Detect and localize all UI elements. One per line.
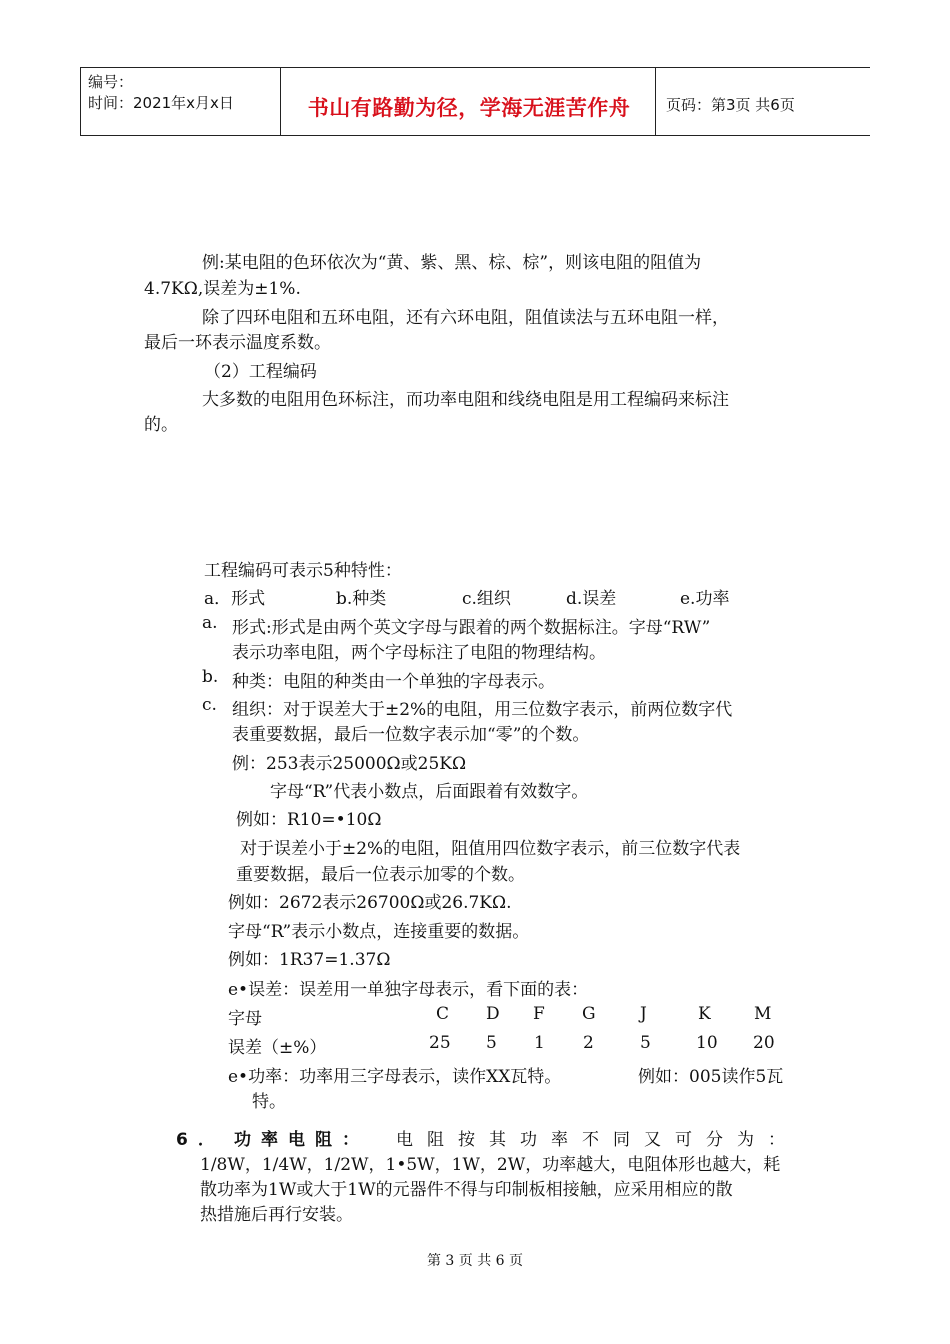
item-a-label: a.	[202, 613, 218, 633]
p1-line2: 4.7KΩ,误差为±1%.	[144, 279, 301, 299]
p1-line1: 例:某电阻的色环依次为“黄、紫、黑、棕、棕”，则该电阻的阻值为	[202, 253, 702, 273]
table-row2-label: 误差（±%）	[228, 1038, 327, 1058]
e-power-line2: 特。	[252, 1092, 286, 1112]
table-letter-k: K	[698, 1004, 711, 1024]
prop-a: a．形式	[204, 589, 266, 609]
item-c-line1: 组织：对于误差大于±2%的电阻，用三位数字表示，前两位数字代	[232, 700, 733, 720]
table-letter-m: M	[754, 1004, 772, 1024]
item-b-label: b.	[202, 667, 219, 687]
header-number-label: 编号：	[88, 73, 134, 91]
table-value-c: 25	[429, 1033, 451, 1053]
section6-number: 6．	[176, 1130, 225, 1150]
example-r10: 例如：R10=•10Ω	[236, 810, 382, 830]
section6-line4: 热措施后再行安装。	[200, 1205, 353, 1225]
section6-line1: 电阻按其功率不同又可分为：	[396, 1130, 799, 1150]
e-power-line1: e•功率：功率用三字母表示，读作XX瓦特。	[228, 1067, 562, 1087]
five-characteristics: 工程编码可表示5种特性：	[204, 561, 402, 581]
p3-line2: 的。	[144, 415, 178, 435]
header-left	[88, 72, 234, 114]
header-page-info: 页码：第3页 共6页	[666, 96, 795, 114]
p2-line1: 除了四环电阻和五环电阻，还有六环电阻，阻值读法与五环电阻一样，	[202, 308, 729, 328]
prop-d: d.误差	[566, 589, 617, 609]
e-power-example: 例如：005读作5瓦	[638, 1067, 784, 1087]
item-c-line2: 表重要数据，最后一位数字表示加“零”的个数。	[232, 725, 590, 745]
prop-b: b.种类	[336, 589, 387, 609]
table-letter-d: D	[486, 1004, 500, 1024]
table-row1-label: 字母	[228, 1009, 262, 1029]
section6-title: 功率电阻：	[234, 1130, 369, 1150]
example-253: 例：253表示25000Ω或25KΩ	[232, 754, 467, 774]
table-letter-g: G	[582, 1004, 596, 1024]
less-line2: 重要数据，最后一位表示加零的个数。	[236, 865, 525, 885]
p3-line1: 大多数的电阻用色环标注，而功率电阻和线绕电阻是用工程编码来标注	[202, 390, 729, 410]
item-a-line1: 形式:形式是由两个英文字母与跟着的两个数据标注。字母“RW”	[232, 618, 711, 638]
e-error-intro: e•误差：误差用一单独字母表示，看下面的表：	[228, 980, 589, 1000]
prop-e: e.功率	[680, 589, 730, 609]
table-letter-f: F	[533, 1004, 545, 1024]
section6-line2: 1/8W，1/4W，1/2W，1•5W，1W，2W，功率越大，电阻体形也越大，耗	[200, 1155, 781, 1175]
example-2672: 例如：2672表示26700Ω或26.7KΩ.	[228, 893, 512, 913]
letter-r-note-2: 字母“R”表示小数点，连接重要的数据。	[228, 922, 530, 942]
table-value-m: 20	[753, 1033, 775, 1053]
page-footer: 第 3 页 共 6 页	[426, 1253, 524, 1269]
p2-line2: 最后一环表示温度系数。	[144, 333, 331, 353]
header-time-label: 时间：2021年x月x日	[88, 94, 234, 112]
table-letter-c: C	[436, 1004, 450, 1024]
prop-c: c.组织	[462, 589, 511, 609]
example-1r37: 例如：1R37=1.37Ω	[228, 950, 391, 970]
less-line1: 对于误差小于±2%的电阻，阻值用四位数字表示，前三位数字代表	[240, 839, 741, 859]
table-value-j: 5	[640, 1033, 651, 1053]
table-letter-j: J	[640, 1004, 647, 1024]
header-motto: 书山有路勤为径，学海无涯苦作舟	[307, 96, 631, 120]
letter-r-note-1: 字母“R”代表小数点，后面跟着有效数字。	[270, 782, 589, 802]
item-b-line1: 种类：电阻的种类由一个单独的字母表示。	[232, 672, 555, 692]
section6-line3: 散功率为1W或大于1W的元器件不得与印制板相接触，应采用相应的散	[200, 1180, 733, 1200]
table-value-f: 1	[534, 1033, 545, 1053]
item-c-label: c.	[202, 695, 217, 715]
sub-heading-2: （2）工程编码	[204, 362, 317, 382]
table-value-g: 2	[583, 1033, 594, 1053]
item-a-line2: 表示功率电阻，两个字母标注了电阻的物理结构。	[232, 643, 606, 663]
table-value-k: 10	[696, 1033, 718, 1053]
table-value-d: 5	[486, 1033, 497, 1053]
